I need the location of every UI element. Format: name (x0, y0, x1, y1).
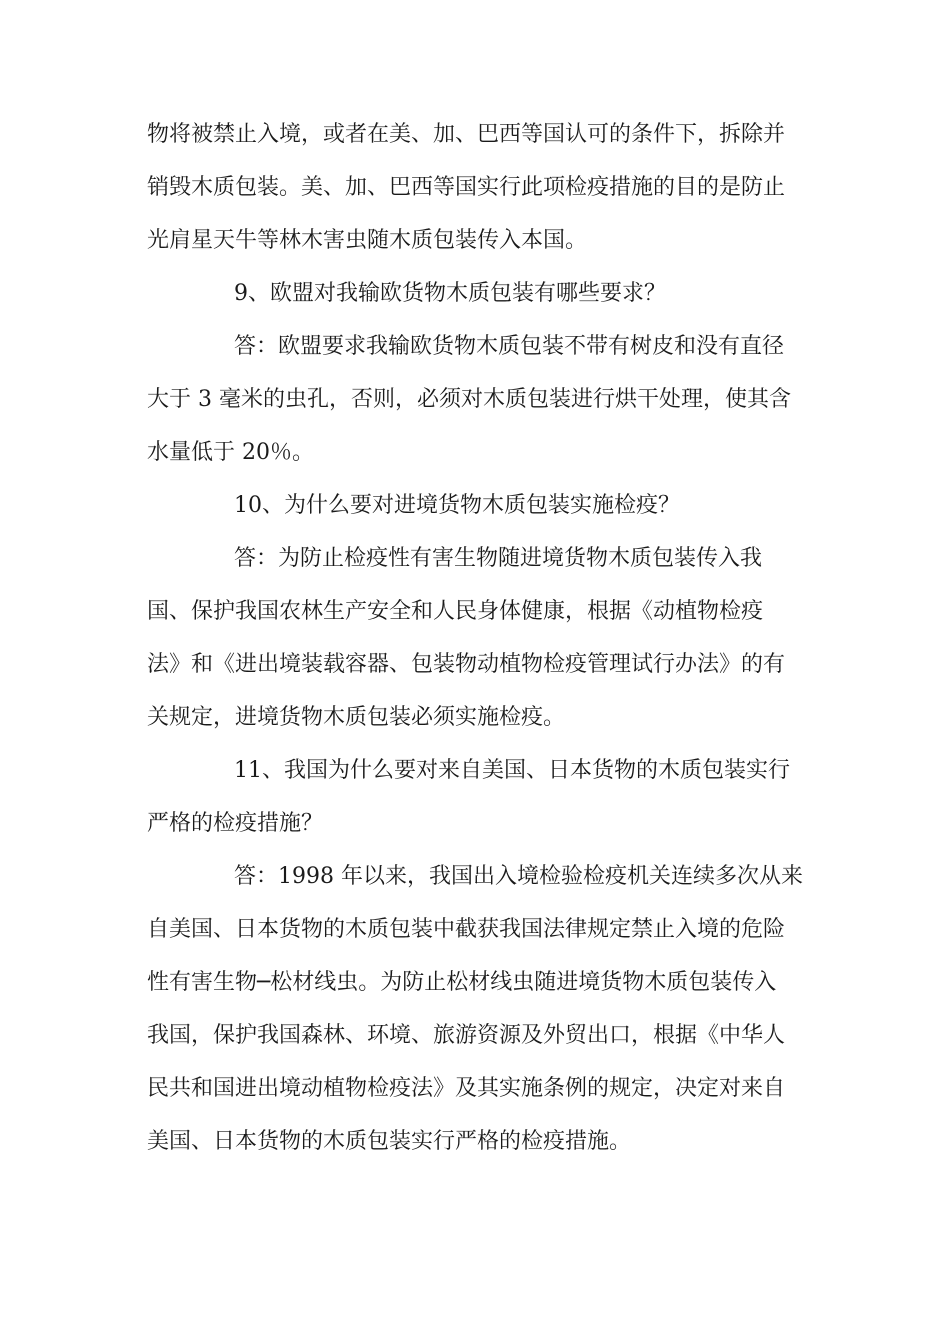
text-line: 光肩星天牛等林木害虫随木质包装传入本国。 (147, 228, 588, 253)
text-line: 严格的检疫措施？ (147, 811, 324, 836)
text-line: 物将被禁止入境，或者在美、加、巴西等国认可的条件下，拆除并 (147, 122, 786, 147)
text-line: 性有害生物─松材线虫。为防止松材线虫随进境货物木质包装传入 (147, 970, 777, 995)
question-heading: 10、为什么要对进境货物木质包装实施检疫？ (234, 493, 680, 518)
text-line: 国、保护我国农林生产安全和人民身体健康，根据《动植物检疫 (147, 599, 764, 624)
text-line: 水量低于 20％。 (147, 440, 314, 465)
text-line: 民共和国进出境动植物检疫法》及其实施条例的规定，决定对来自 (147, 1076, 786, 1101)
answer-line: 答：1998 年以来，我国出入境检验检疫机关连续多次从来 (234, 864, 803, 889)
answer-line: 答：欧盟要求我输欧货物木质包装不带有树皮和没有直径 (234, 334, 785, 359)
text-line: 自美国、日本货物的木质包装中截获我国法律规定禁止入境的危险 (147, 917, 786, 942)
text-line: 销毁木质包装。美、加、巴西等国实行此项检疫措施的目的是防止 (147, 175, 786, 200)
text-line: 我国，保护我国森林、环境、旅游资源及外贸出口，根据《中华人 (147, 1023, 786, 1048)
text-line: 大于 3 毫米的虫孔，否则，必须对木质包装进行烘干处理，使其含 (147, 387, 791, 412)
answer-line: 答：为防止检疫性有害生物随进境货物木质包装传入我 (234, 546, 763, 571)
text-line: 法》和《进出境装载容器、包装物动植物检疫管理试行办法》的有 (147, 652, 786, 677)
text-line: 美国、日本货物的木质包装实行严格的检疫措施。 (147, 1129, 632, 1154)
question-heading: 11、我国为什么要对来自美国、日本货物的木质包装实行 (234, 758, 790, 783)
question-heading: 9、欧盟对我输欧货物木质包装有哪些要求？ (234, 281, 666, 306)
text-line: 关规定，进境货物木质包装必须实施检疫。 (147, 705, 566, 730)
